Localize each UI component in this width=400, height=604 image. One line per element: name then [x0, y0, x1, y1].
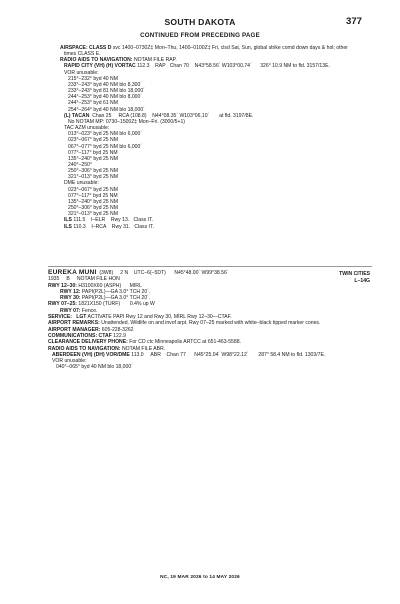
vordme-label: ABERDEEN (VH) (DH) VOR/DME [52, 351, 130, 358]
runway-end-label: RWY 30: [60, 295, 81, 302]
airport-line-2: 1935 B NOTAM FILE HON [48, 276, 120, 283]
tacan-label: (L) TACAN [64, 112, 90, 119]
airspace-line [60, 45, 372, 51]
runway-end-text: PAPI(P2L)—GA 3.0° TCH 20´. [80, 288, 151, 295]
vortac-text: 112.3 RAP Chan 70 N43°58.56´ W103°00.74´ 326° 10.9 NM to fld. 3157/13E. [135, 63, 330, 70]
list-item: 040°–065° byd 40 NM blo 18,000´ [56, 364, 133, 371]
radio-aids-text: NOTAM FILE ABR. [120, 345, 166, 352]
vordme-line [48, 352, 372, 358]
list-item: 077°–117° byd 25 NM [68, 149, 118, 156]
runway-text: H3100X60 (ASPH) MIRL [76, 282, 142, 289]
dme-list [60, 187, 372, 218]
list-item: 321°–013° byd 25 NM [68, 211, 118, 218]
airspace-label: AIRSPACE: CLASS D [60, 45, 112, 51]
ils-label: ILS [64, 217, 72, 224]
tacan-notam-line: No NOTAM MP: 0730–1500Z‡ Mon–Fri. (3000/5+1) [68, 118, 185, 125]
list-item: 077°–117° byd 25 NM [68, 192, 118, 199]
vortac-label: RAPID CITY (VH) (H) VORTAC [64, 63, 136, 70]
vor-unusable-label: VOR unusable: [64, 69, 99, 76]
list-item: 254°–264° byd 40 NM blo 18,000´ [68, 106, 145, 113]
tacan-text: Chan 25 RCA (108.8) N44°08.35´ W103°06.10´ at fld. 3197/8E. [89, 112, 254, 119]
list-item: 244°–253° byd 61 NM [68, 100, 118, 107]
list-item: 321°–013° byd 25 NM [68, 174, 118, 181]
list-item: 250°–306° byd 25 NM [68, 168, 118, 175]
dme-label: DME unusable: [64, 180, 99, 187]
list-item: 023°–067° byd 25 NM [68, 186, 118, 193]
list-item: 013°–023° byd 25 NM blo 6,000´ [68, 131, 143, 138]
footer-effective-dates: NC, 19 MAR 2026 to 14 MAY 2026 [160, 575, 240, 580]
clearance-text: For CD ctc Minneapolis ARTCC at 651-463-5588. [127, 339, 241, 346]
runway-end-label: RWY 12: [60, 288, 81, 295]
enroute-chart: L–14G [354, 278, 370, 284]
airspace-line-2: times CLASS E. [64, 51, 101, 58]
runway-label: RWY 12–30: [48, 282, 77, 289]
list-item: 233°–243° byd 81 NM blo 18,000´ [68, 88, 145, 95]
list-item: 135°–240° byd 25 NM [68, 155, 118, 162]
runway-end-text: Fence. [80, 307, 98, 314]
runway-text: 1821X150 (TURF) 0.4% up W [76, 301, 155, 308]
radio-aids-text: NOTAM FILE RAP. [132, 57, 177, 64]
comms-text: 122.9 [111, 332, 126, 339]
list-item: 244°–253° byd 40 NM blo 8,000´ [68, 94, 143, 101]
remarks-label: AIRPORT REMARKS: [48, 320, 100, 327]
remarks-text: Unattended. Wildlife on and invof arpt. Rwy 07–25 marked with white–black tipped marker cones. [99, 320, 321, 327]
tac-azm-label: TAC AZM unusable: [64, 125, 110, 132]
list-item: 023°–067° byd 25 NM [68, 137, 118, 144]
ils-text: 111.5 I–ELR Rwy 13. Class IT. [71, 217, 153, 224]
tac-azm-list [60, 131, 372, 180]
sectional-name: TWIN CITIES [339, 271, 370, 277]
ils-line [60, 224, 372, 230]
airport-info: (3W8) 2 N UTC–6(–5DT) N45°48.00´ W99°38.56´ [96, 270, 229, 276]
list-item: 067°–077° byd 25 NM blo 6,000´ [68, 143, 143, 150]
manager-text: 605-228-3262 [100, 326, 134, 333]
section-divider [48, 266, 372, 267]
list-item: 135°–240° byd 25 NM [68, 198, 118, 205]
service-label: SERVICE: [48, 314, 72, 321]
service-sublabel: LGT [71, 314, 87, 321]
list-item: 215°–232° byd 40 NM [68, 75, 118, 82]
list-item: 250°–306° byd 25 NM [68, 205, 118, 212]
vordme-text: 113.0 ABR Chan 77 N45°25.04´ W98°22.12´ 287° 58.4 NM to fld. 1303/7E. [129, 351, 326, 358]
service-text: ACTIVATE PAPI Rwy 12 and Rwy 30, MIRL Rwy 12–30—CTAF. [86, 314, 232, 321]
clearance-label: CLEARANCE DELIVERY PHONE: [48, 339, 128, 346]
ils-text: 110.3 I–RCA Rwy 31. Class IT. [71, 223, 154, 230]
radio-aids-label: RADIO AIDS TO NAVIGATION: [60, 57, 133, 64]
rapid-city-continued-section [60, 45, 372, 230]
radio-aids-label: RADIO AIDS TO NAVIGATION: [48, 345, 121, 352]
list-item: 233°–243° byd 40 NM blo 8,300´ [68, 81, 143, 88]
vortac-line [60, 63, 372, 69]
runway-label: RWY 07–25: [48, 301, 77, 308]
runway-end-label: RWY 07: [60, 307, 81, 314]
ils-label: ILS [64, 223, 72, 230]
vor-unusable-label: VOR unusable: [52, 358, 87, 365]
airport-name: EUREKA MUNI [48, 269, 97, 276]
continued-heading: CONTINUED FROM PRECEDING PAGE [140, 32, 260, 39]
comms-label: COMMUNICATIONS: CTAF [48, 332, 112, 339]
eureka-muni-section [48, 270, 372, 371]
list-item: 240°–250° [68, 161, 92, 168]
vor-unusable-list [60, 76, 372, 113]
manager-label: AIRPORT MANAGER: [48, 326, 101, 333]
airspace-text: svc 1400–0730Z‡ Mon–Thu, 1400–0100Z‡ Fri, clsd Sat, Sun, global strike comd down days & hol; other [111, 45, 348, 51]
page-number: 377 [345, 16, 362, 27]
state-heading: SOUTH DAKOTA [164, 17, 236, 27]
runway-end-text: PAPI(P2L)—GA 3.0° TCH 20´. [80, 295, 151, 302]
